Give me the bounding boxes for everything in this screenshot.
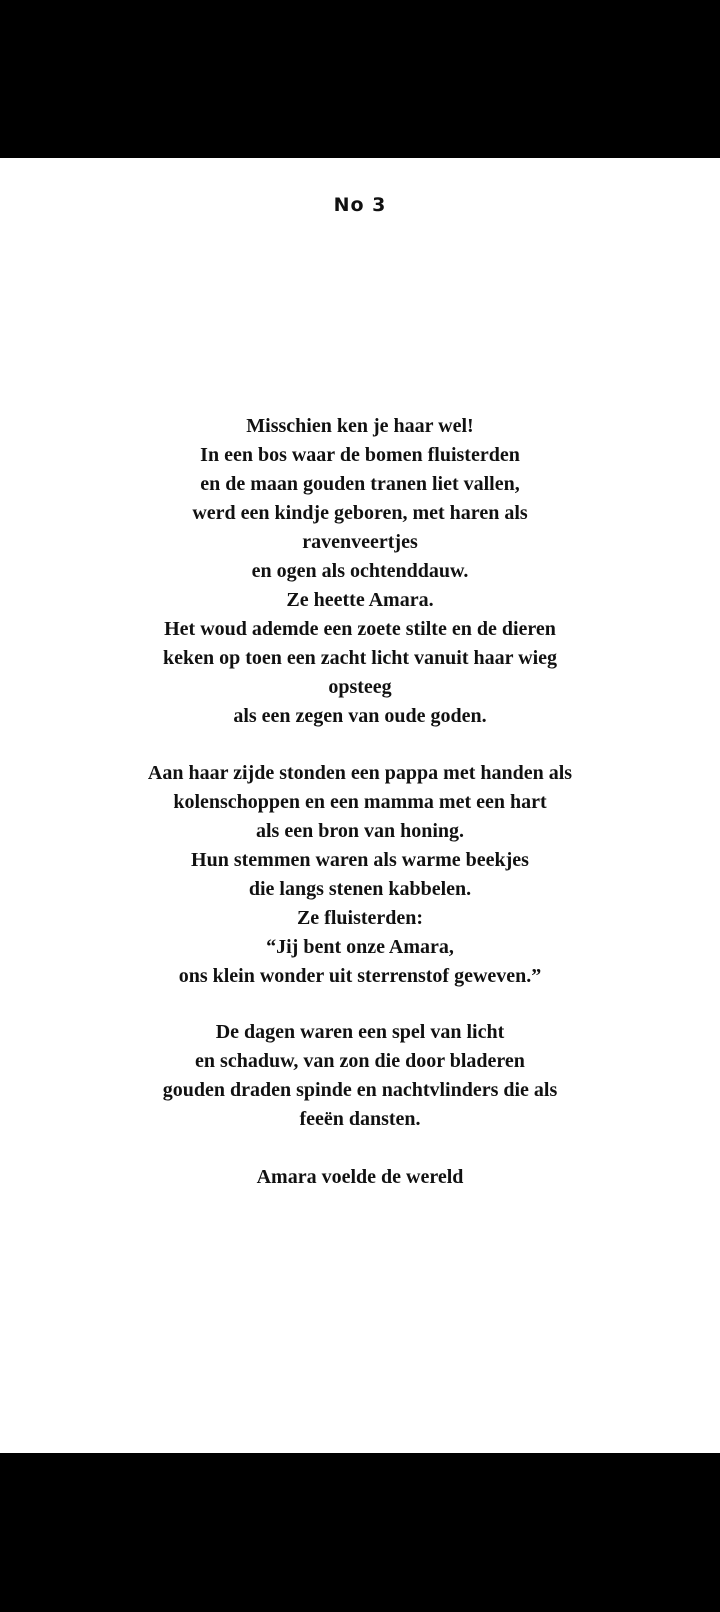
poem-line: Hun stemmen waren als warme beekjes (191, 849, 529, 871)
poem-line: Misschien ken je haar wel! (246, 415, 474, 437)
poem-line: In een bos waar de bomen fluisterden (200, 444, 520, 466)
poem-line: als een zegen van oude goden. (233, 705, 487, 727)
poem-line: ravenveertjes (302, 531, 418, 553)
poem-line: als een bron van honing. (255, 820, 465, 842)
poem-line: werd een kindje geboren, met haren als (192, 502, 528, 524)
poem-line: gouden draden spinde en nachtvlinders die als (162, 1079, 558, 1101)
poem-line: en schaduw, van zon die door bladeren (195, 1050, 525, 1072)
poem-line: keken op toen een zacht licht vanuit haar wieg (162, 647, 558, 669)
poem-line: feeën dansten. (299, 1108, 421, 1130)
poem-line: die langs stenen kabbelen. (248, 878, 472, 900)
poem-line: ons klein wonder uit sterrenstof geweven.” (178, 965, 542, 987)
stanza-2 (0, 759, 720, 991)
stanza-1 (0, 412, 720, 731)
stanza-4 (0, 1163, 720, 1192)
poem-line: en ogen als ochtenddauw. (251, 560, 469, 582)
poem-line: kolenschoppen en een mamma met een hart (173, 791, 547, 813)
poem-line: Ze fluisterden: (296, 907, 424, 929)
bottom-black-bar (0, 1453, 720, 1612)
poem-line: Aan haar zijde stonden een pappa met handen als (147, 762, 573, 784)
poem-line: Amara voelde de wereld (256, 1166, 464, 1188)
poem-line: Ze heette Amara. (286, 589, 434, 611)
page-title: No 3 (333, 194, 387, 216)
poem-line: “Jij bent onze Amara, (266, 936, 454, 958)
poem-line: De dagen waren een spel van licht (215, 1021, 505, 1043)
poem-line: Het woud ademde een zoete stilte en de dieren (164, 618, 556, 640)
poem-line: en de maan gouden tranen liet vallen, (200, 473, 520, 495)
poem-line: opsteeg (328, 676, 392, 698)
stanza-3 (0, 1018, 720, 1134)
top-black-bar (0, 0, 720, 158)
